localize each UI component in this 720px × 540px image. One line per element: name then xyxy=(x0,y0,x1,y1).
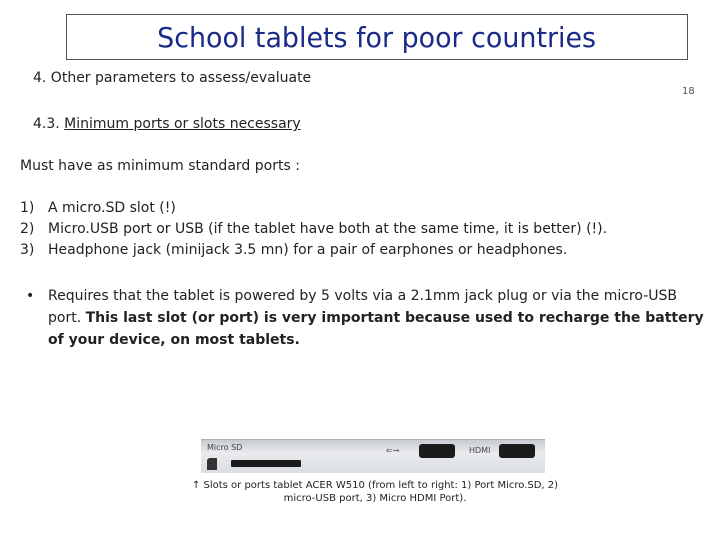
bullet-item xyxy=(20,285,710,351)
tablet-ports-photo xyxy=(201,439,545,473)
bullet-text xyxy=(48,285,710,351)
bullet-bold-text: This last slot (or port) is very important because used to recharge the battery of your device, on most tablets. xyxy=(48,310,704,348)
hdmi-label: HDMI xyxy=(469,446,491,455)
page-number: 18 xyxy=(682,86,695,97)
subsection-title: Minimum ports or slots necessary xyxy=(64,116,301,132)
microsd-label: Micro SD xyxy=(207,443,243,452)
list-item-number: 3) xyxy=(20,242,35,258)
list-item-text: A micro.SD slot (!) xyxy=(48,200,176,216)
image-caption: ↑ Slots or ports tablet ACER W510 (from left to right: 1) Port Micro.SD, 2) micro-USB port, 3) Micro HDMI Port). xyxy=(191,480,559,504)
list-item-number: 1) xyxy=(20,200,35,216)
list-item-text: Headphone jack (minijack 3.5 mn) for a pair of earphones or headphones. xyxy=(48,242,568,258)
microsd-slot xyxy=(231,460,301,467)
section-heading: 4. Other parameters to assess/evaluate xyxy=(33,70,312,86)
subsection-number: 4.3. xyxy=(33,116,60,132)
bullet-normal-text: Requires that the tablet is powered by 5 volts via a 2.1mm jack plug or via the micro-USB port. xyxy=(48,288,677,326)
list-item xyxy=(20,198,607,219)
list-item-text: Micro.USB port or USB (if the tablet have both at the same time, it is better) (!). xyxy=(48,221,608,237)
intro-text: Must have as minimum standard ports : xyxy=(20,158,300,174)
page-title: School tablets for poor countries xyxy=(157,20,597,54)
list-item xyxy=(20,240,607,261)
bullet-icon: • xyxy=(26,288,35,304)
usb-icon: ⇐⊸ xyxy=(386,446,400,455)
micro-hdmi-port xyxy=(499,444,535,458)
title-box xyxy=(66,14,688,60)
list-item xyxy=(20,219,607,240)
subsection-heading xyxy=(33,116,301,132)
sd-card-icon xyxy=(207,455,217,467)
list-item-number: 2) xyxy=(20,221,35,237)
ports-list xyxy=(20,198,607,261)
micro-usb-port xyxy=(419,444,455,458)
